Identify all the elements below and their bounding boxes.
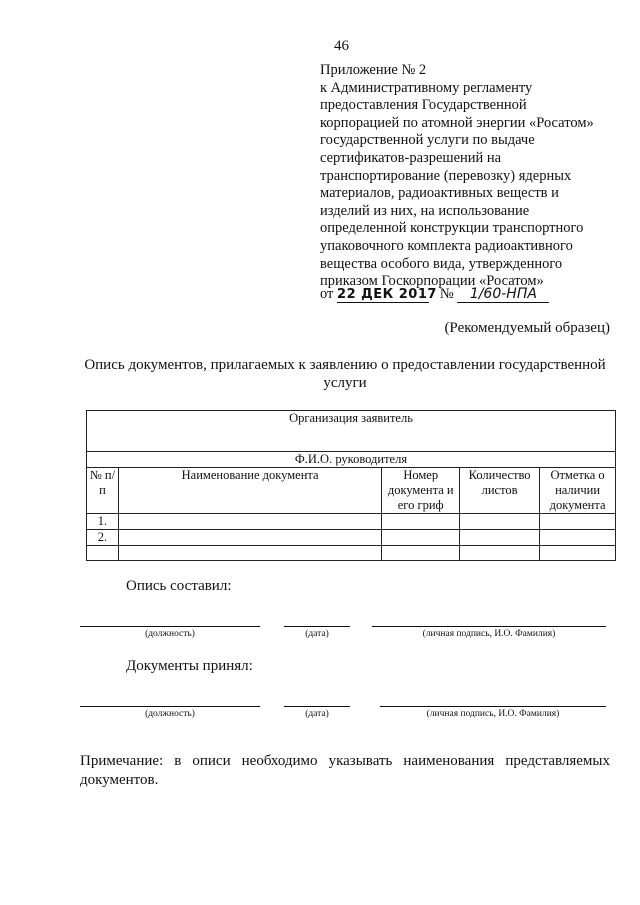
fio-cell: Ф.И.О. руководителя bbox=[87, 452, 616, 468]
compiled-date-line[interactable] bbox=[284, 626, 350, 627]
header-num: № п/п bbox=[87, 468, 119, 514]
accepted-date-line[interactable] bbox=[284, 706, 350, 707]
row-name[interactable] bbox=[118, 546, 381, 561]
appendix-line: Приложение № 2 bbox=[320, 62, 427, 78]
row-name[interactable] bbox=[118, 514, 381, 530]
compiled-position-line[interactable] bbox=[80, 626, 260, 627]
compiled-signature-line[interactable] bbox=[372, 626, 606, 627]
appendix-line: приказом Госкорпорации «Росатом» bbox=[320, 273, 544, 290]
accepted-position-line[interactable] bbox=[80, 706, 260, 707]
document-title: Опись документов, прилагаемых к заявлению о предоставлении государственной услуги bbox=[84, 357, 606, 391]
compiled-position-caption: (должность) bbox=[145, 629, 195, 639]
accepted-signature-line[interactable] bbox=[380, 706, 606, 707]
accepted-signature-caption: (личная подпись, И.О. Фамилия) bbox=[426, 709, 560, 719]
appendix-line: материалов, радиоактивных веществ и bbox=[320, 185, 559, 202]
appendix-line: транспортирование (перевозку) ядерных bbox=[320, 167, 572, 184]
row-mark[interactable] bbox=[540, 514, 616, 530]
row-doc-number[interactable] bbox=[382, 530, 460, 546]
appendix-line: изделий из них, на использование bbox=[320, 202, 530, 219]
from-label: от bbox=[320, 286, 334, 302]
appendix-line: определенной конструкции транспортного bbox=[320, 220, 584, 237]
header-mark: Отметка о наличии документа bbox=[540, 468, 616, 514]
accepted-position-caption: (должность) bbox=[145, 709, 195, 719]
table-row bbox=[87, 546, 616, 561]
row-num: 1. bbox=[87, 514, 119, 530]
appendix-header bbox=[320, 62, 620, 291]
row-count[interactable] bbox=[460, 530, 540, 546]
table-row bbox=[87, 514, 616, 530]
sample-note: (Рекомендуемый образец) bbox=[444, 320, 610, 336]
footnote: Примечание: в описи необходимо указывать наименования представляемых документов. bbox=[80, 753, 610, 788]
appendix-line: вещества особого вида, утвержденного bbox=[320, 255, 563, 272]
table-row bbox=[87, 530, 616, 546]
appendix-line: упаковочного комплекта радиоактивного bbox=[320, 237, 573, 254]
compiled-date-caption: (дата) bbox=[305, 629, 329, 639]
approval-number: 1/60-НПА bbox=[457, 286, 549, 303]
appendix-line: государственной услуги по выдаче bbox=[320, 132, 535, 149]
compiled-signature-caption: (личная подпись, И.О. Фамилия) bbox=[422, 629, 556, 639]
row-count[interactable] bbox=[460, 514, 540, 530]
row-count[interactable] bbox=[460, 546, 540, 561]
accepted-date-caption: (дата) bbox=[305, 709, 329, 719]
accepted-heading: Документы принял: bbox=[126, 658, 253, 674]
number-label: № bbox=[439, 286, 454, 302]
header-count: Количество листов bbox=[460, 468, 540, 514]
row-num: 2. bbox=[87, 530, 119, 546]
row-mark[interactable] bbox=[540, 546, 616, 561]
row-mark[interactable] bbox=[540, 530, 616, 546]
row-doc-number[interactable] bbox=[382, 514, 460, 530]
appendix-line: сертификатов-разрешений на bbox=[320, 149, 502, 166]
header-doc-number: Номер документа и его гриф bbox=[382, 468, 460, 514]
appendix-line: корпорацией по атомной энергии «Росатом» bbox=[320, 114, 594, 131]
page-number: 46 bbox=[334, 38, 349, 54]
appendix-line: предоставления Государственной bbox=[320, 97, 527, 114]
row-num bbox=[87, 546, 119, 561]
org-cell: Организация заявитель bbox=[87, 411, 616, 452]
header-name: Наименование документа bbox=[118, 468, 381, 514]
row-name[interactable] bbox=[118, 530, 381, 546]
compiled-heading: Опись составил: bbox=[126, 578, 232, 594]
row-doc-number[interactable] bbox=[382, 546, 460, 561]
approval-line bbox=[320, 286, 549, 303]
appendix-line: к Административному регламенту bbox=[320, 79, 533, 96]
inventory-table bbox=[86, 410, 616, 561]
approval-date: 22 ДЕК 2017 bbox=[337, 287, 437, 302]
